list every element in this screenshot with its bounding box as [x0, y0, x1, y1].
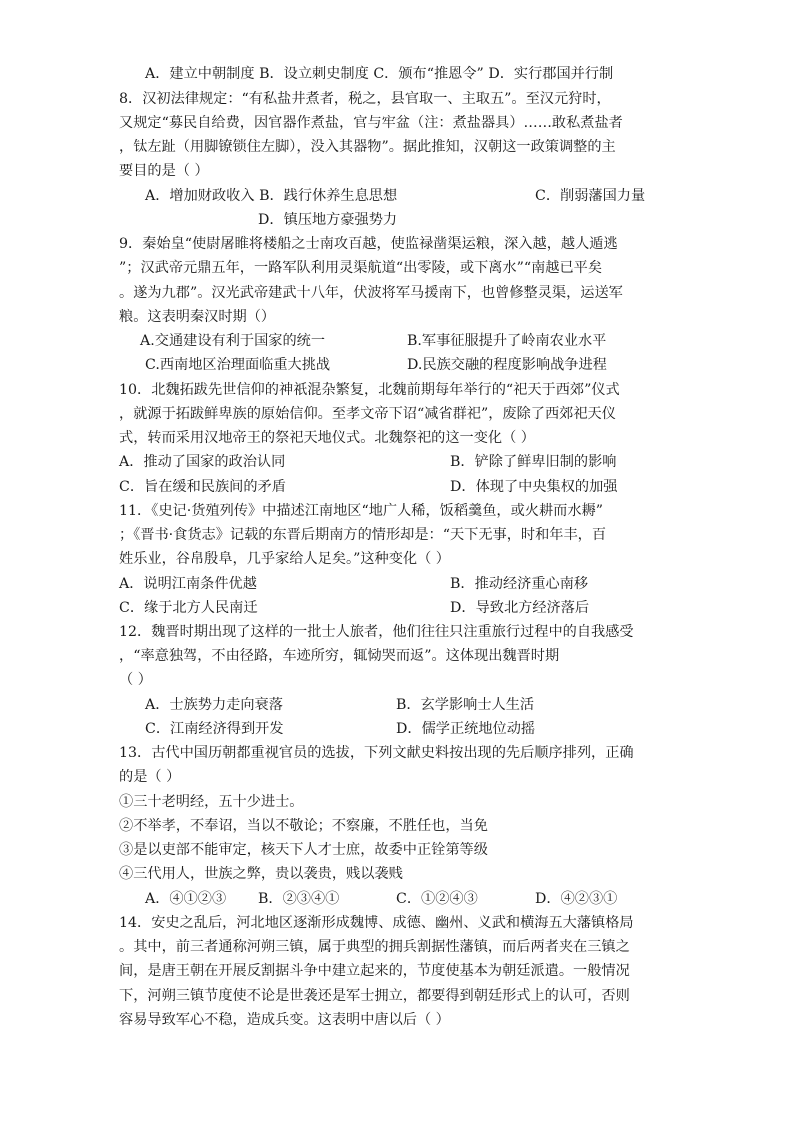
q11-option-a: A．说明江南条件优越 [119, 576, 257, 592]
q13-item: ①三十老明经，五十少进士。 [119, 794, 304, 810]
q13-option-a: A．④①②③ [145, 891, 227, 907]
q10-stem-line: 10．北魏拓跋先世信仰的神祇混杂繁复，北魏前期每年举行的“祀天于西郊”仪式 [119, 382, 620, 398]
q13-item: ③是以吏部不能审定，核天下人才士庶，故委中正铨第等级 [119, 842, 488, 858]
q9-option-b: B.军事征服提升了岭南农业水平 [407, 333, 607, 349]
q9-option-a: A.交通建设有利于国家的统一 [140, 333, 326, 349]
q8-stem-line: 8．汉初法律规定：“有私盐井煮者，税之，县官取一、主取五”。至汉元狩时， [119, 91, 611, 107]
q8-option-c: C．削弱藩国力量 [535, 188, 646, 204]
q12-stem-line: 12．魏晋时期出现了这样的一批士人旅者，他们往往只注重旅行过程中的自我感受 [119, 624, 634, 640]
q14-stem-line: 14．安史之乱后，河北地区逐渐形成魏博、成德、幽州、义武和横海五大藩镇格局 [119, 915, 634, 931]
q13-option-b: B．②③④① [258, 891, 340, 907]
q13-item: ④三代用人，世族之弊，贵以袭贵，贱以袭贱 [119, 866, 403, 882]
q14-stem-line: 间，是唐王朝在开展反割据斗争中建立起来的，节度使基本为朝廷派遣。一般情况 [119, 963, 630, 979]
q9-option-c: C.西南地区治理面临重大挑战 [145, 357, 331, 373]
q9-option-d: D.民族交融的程度影响战争进程 [407, 357, 607, 373]
q10-stem-line: 式，转而采用汉地帝王的祭祀天地仪式。北魏祭祀的这一变化（ ） [119, 430, 535, 446]
q10-option-c: C．旨在缓和民族间的矛盾 [119, 479, 286, 495]
q11-stem-line: 11．《史记·货殖列传》中描述江南地区“地广人稀，饭稻羹鱼，或火耕而水耨” [119, 503, 603, 519]
q9-stem-line: 粮。这表明秦汉时期（） [119, 309, 276, 325]
q13-stem-line: 的是（ ） [119, 769, 181, 785]
q8-stem-line: ，钛左趾（用脚镣锁住左脚），没入其器物”。据此推知，汉朝这一政策调整的主 [119, 139, 616, 155]
q13-option-c: C．①②④③ [396, 891, 478, 907]
q8-stem-line: 又规定“募民自给费，因官器作煮盐，官与牢盆（注：煮盐器具）……敢私煮盐者 [119, 115, 623, 131]
q14-stem-line: 容易导致军心不稳，造成兵变。这表明中唐以后（ ） [119, 1012, 450, 1028]
q12-option-b: B．玄学影响士人生活 [396, 697, 535, 713]
q12-stem-line: （ ） [119, 672, 152, 688]
q8-option-a-b: A．增加财政收入 B．践行休养生息思想 [145, 188, 398, 204]
q8-stem-line: 要目的是（ ） [119, 163, 209, 179]
q13-stem-line: 13．古代中国历朝都重视官员的选拔，下列文献史料按出现的先后顺序排列，正确 [119, 745, 634, 761]
q7-options: A．建立中朝制度 B．设立刺史制度 C．颁布“推恩令” D．实行郡国并行制 [145, 66, 614, 82]
q13-option-d: D．④②③① [535, 891, 618, 907]
q12-stem-line: ，“率意独驾，不由径路，车迹所穷，辄恸哭而返”。这体现出魏晋时期 [119, 648, 560, 664]
q11-option-d: D．导致北方经济落后 [450, 600, 590, 616]
q9-stem-line: 。遂为九郡”。汉光武帝建武十八年，伏波将军马援南下，也曾修整灵渠，运送军 [119, 285, 623, 301]
q11-option-c: C．缘于北方人民南迁 [119, 600, 258, 616]
q9-stem-line: 9．秦始皇“使尉屠睢将楼船之士南攻百越，使监禄凿渠运粮，深入越，越人遁逃 [119, 236, 618, 252]
q10-option-a: A．推动了国家的政治认同 [119, 454, 286, 470]
q11-option-b: B．推动经济重心南移 [450, 576, 589, 592]
q14-stem-line: 下，河朔三镇节度使不论是世袭还是军士拥立，都要得到朝廷形式上的认可，否则 [119, 988, 630, 1004]
q9-stem-line: ”；汉武帝元鼎五年，一路军队利用灵渠航道“出零陵，或下离水”“南越已平矣 [119, 260, 603, 276]
q14-stem-line: 。其中，前三者通称河朔三镇，属于典型的拥兵割据性藩镇，而后两者夹在三镇之 [119, 939, 630, 955]
q13-item: ②不举孝，不奉诏，当以不敬论；不察廉，不胜任也，当免 [119, 818, 488, 834]
q11-stem-line: ；《晋书·食货志》记载的东晋后期南方的情形却是：“天下无事，时和年丰，百 [119, 527, 607, 543]
q10-option-d: D．体现了中央集权的加强 [450, 479, 618, 495]
q8-option-d: D．镇压地方豪强势力 [258, 212, 398, 228]
q12-option-c: C．江南经济得到开发 [145, 721, 284, 737]
q10-stem-line: ，就源于拓跋鲜卑族的原始信仰。至孝文帝下诏“减省群祀”，废除了西郊祀天仪 [119, 406, 616, 422]
q12-option-d: D．儒学正统地位动摇 [396, 721, 536, 737]
q11-stem-line: 姓乐业，谷帛殷阜，几乎家给人足矣。”这种变化（ ） [119, 551, 450, 567]
q10-option-b: B．铲除了鲜卑旧制的影响 [450, 454, 617, 470]
q12-option-a: A．士族势力走向衰落 [145, 697, 283, 713]
